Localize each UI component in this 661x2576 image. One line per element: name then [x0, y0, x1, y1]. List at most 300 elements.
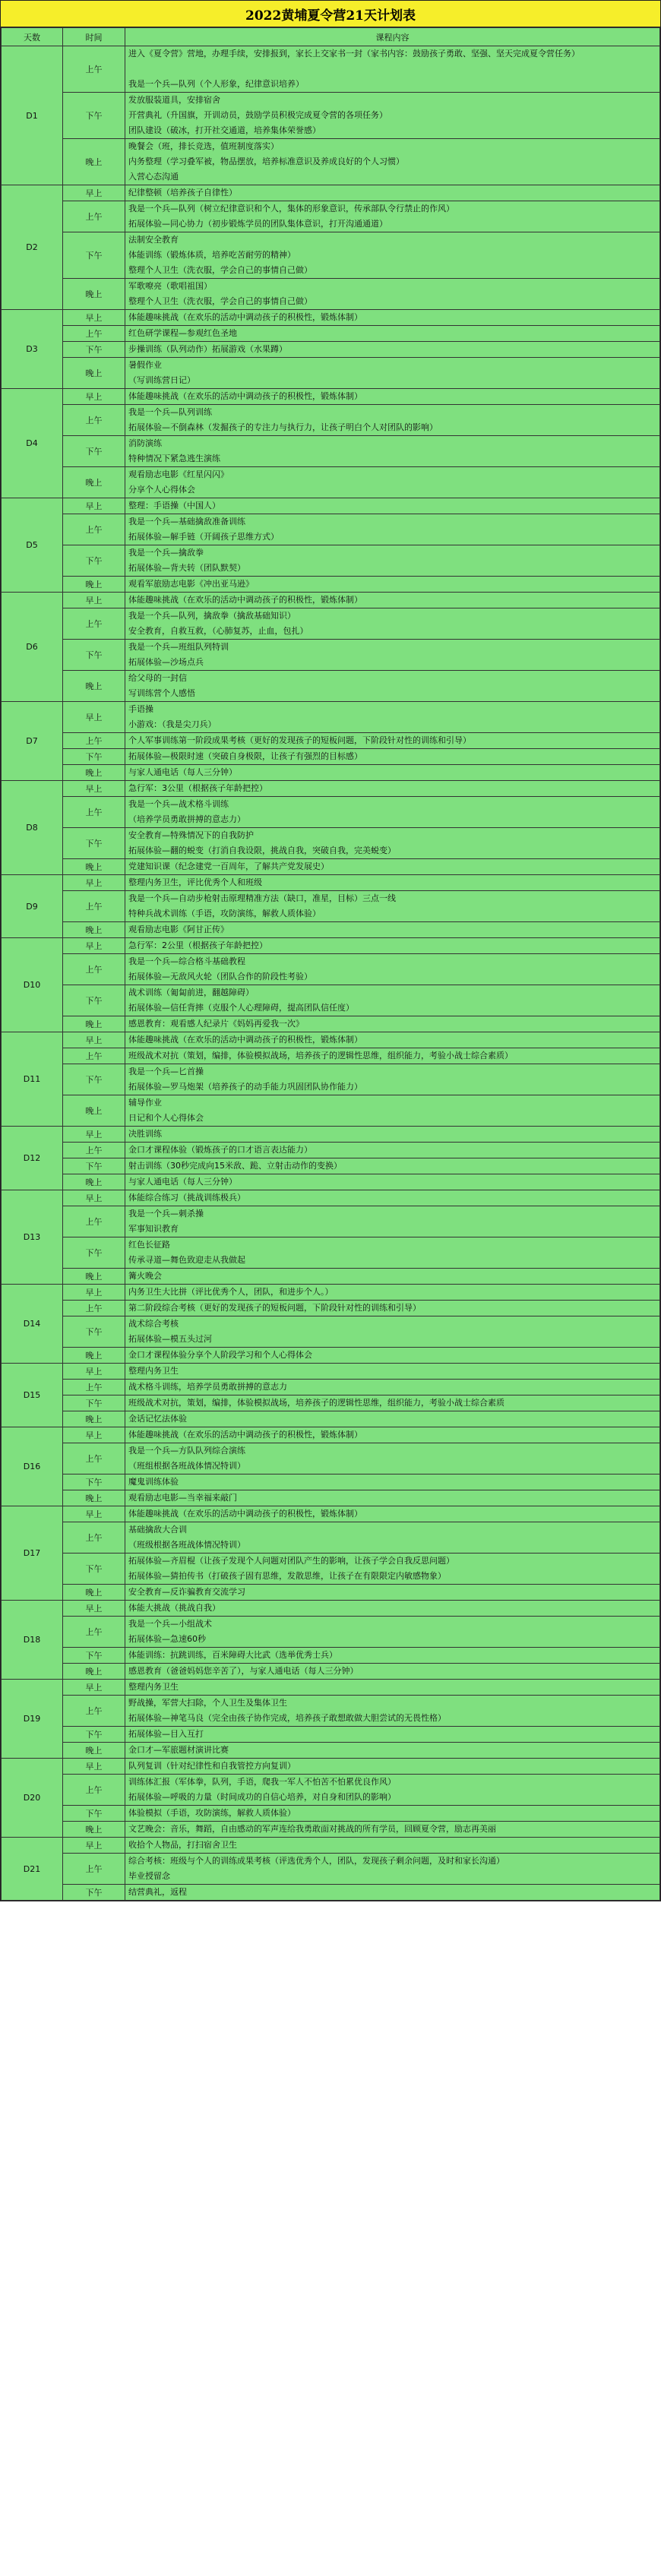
content-cell [125, 1743, 660, 1759]
content-line: 文艺晚会：音乐，舞蹈，自由感动的军声连给我勇敢面对挑战的所有学员，回顾夏令营，励志再美丽 [128, 1824, 496, 1834]
content-line: 拓展体验—沙场点兵 [128, 657, 204, 667]
content-line: 给父母的一封信 [128, 673, 187, 683]
content-line: 魔鬼训练体验 [128, 1477, 179, 1487]
table-row [2, 279, 660, 310]
table-row [2, 342, 660, 358]
content-cell [125, 514, 660, 545]
time-cell: 下午 [63, 1395, 125, 1411]
content-line: 第二阶段综合考核（更好的发现孩子的短板问题，下阶段针对性的训练和引导） [128, 1303, 421, 1313]
content-cell [125, 1506, 660, 1522]
day-cell: D18 [2, 1601, 63, 1680]
content-line: 我是一个兵—小组战术 [128, 1619, 212, 1629]
content-line: 整理个人卫生（洗衣服，学会自己的事情自己做） [128, 265, 312, 275]
time-cell: 早上 [63, 593, 125, 608]
table-row [2, 1016, 660, 1032]
table-row [2, 1474, 660, 1490]
content-line: 拓展体验—翻的蜕变（打消自我设限，挑战自我，突破自我，完美蜕变） [128, 845, 396, 855]
content-cell [125, 46, 660, 93]
time-cell: 晚上 [63, 671, 125, 702]
table-row [2, 640, 660, 671]
time-cell: 下午 [63, 1806, 125, 1822]
content-line: 决胜训练 [128, 1129, 162, 1139]
content-line: 急行军：3公里（根据孩子年龄把控） [128, 783, 267, 793]
content-line: 整理个人卫生（洗衣服，学会自己的事情自己做） [128, 296, 312, 306]
content-cell [125, 1348, 660, 1364]
table-row [2, 875, 660, 891]
time-cell: 晚上 [63, 1016, 125, 1032]
time-cell: 晚上 [63, 577, 125, 593]
time-cell: 下午 [63, 1554, 125, 1585]
time-cell: 早上 [63, 875, 125, 891]
content-cell [125, 358, 660, 389]
time-cell: 下午 [63, 1727, 125, 1743]
time-cell: 早上 [63, 702, 125, 733]
time-cell: 上午 [63, 1301, 125, 1316]
time-cell: 上午 [63, 733, 125, 749]
day-cell: D15 [2, 1364, 63, 1427]
content-line: 步操训练（队列动作）拓展游戏（水果蹲） [128, 344, 287, 354]
content-cell [125, 1427, 660, 1443]
content-cell [125, 1554, 660, 1585]
time-cell: 上午 [63, 1206, 125, 1237]
content-cell [125, 593, 660, 608]
time-cell: 下午 [63, 342, 125, 358]
table-row [2, 859, 660, 875]
content-cell [125, 1285, 660, 1301]
time-cell: 上午 [63, 891, 125, 922]
content-line: 整理内务卫生 [128, 1366, 179, 1376]
content-line: 体能趣味挑战（在欢乐的活动中调动孩子的积极性，锻炼体制） [128, 1509, 362, 1519]
content-cell [125, 922, 660, 938]
header-day: 天数 [2, 28, 63, 46]
table-row [2, 232, 660, 279]
content-line: 拓展体验—同心协力（初步锻炼学员的团队集体意识，打开沟通通道） [128, 219, 387, 229]
content-cell [125, 797, 660, 828]
table-row [2, 1743, 660, 1759]
table-row [2, 1348, 660, 1364]
content-cell [125, 749, 660, 765]
content-line: 整理内务卫生 [128, 1682, 179, 1692]
table-row [2, 1316, 660, 1348]
content-cell [125, 1301, 660, 1316]
time-cell: 晚上 [63, 139, 125, 185]
time-cell: 下午 [63, 1064, 125, 1095]
content-line: 体能趣味挑战（在欢乐的活动中调动孩子的积极性，锻炼体制） [128, 595, 362, 605]
content-cell [125, 1648, 660, 1664]
content-line: （班组根据各班战体情况特训） [128, 1461, 245, 1471]
content-line: 我是一个兵—队列（树立纪律意识和个人，集体的形象意识，传承部队令行禁止的作风） [128, 204, 454, 213]
table-row [2, 781, 660, 797]
time-cell: 早上 [63, 1601, 125, 1617]
table-row [2, 608, 660, 640]
content-cell [125, 1806, 660, 1822]
content-cell [125, 405, 660, 436]
table-row [2, 1380, 660, 1395]
content-line: 篝火晚会 [128, 1271, 162, 1281]
content-line: 野战操，军营大扫除，个人卫生及集体卫生 [128, 1698, 287, 1708]
table-row [2, 1158, 660, 1174]
content-line: 军歌嘹亮（歌唱祖国） [128, 281, 212, 291]
table-row [2, 310, 660, 326]
header-content: 课程内容 [125, 28, 660, 46]
content-line: 入营心态沟通 [128, 172, 179, 182]
content-line: 班级战术对抗，策划，编排，体验模拟战场，培养孩子的逻辑性思维，组织能力，考验小战士综合素质 [128, 1398, 504, 1408]
content-line: 拓展体验—无敌风火轮（团队合作的阶段性考验） [128, 972, 312, 981]
table-row [2, 1554, 660, 1585]
time-cell: 下午 [63, 545, 125, 577]
content-cell [125, 1775, 660, 1806]
content-line: 辅导作业 [128, 1098, 162, 1108]
content-cell [125, 1759, 660, 1775]
time-cell: 晚上 [63, 1822, 125, 1838]
table-row [2, 358, 660, 389]
content-cell [125, 1411, 660, 1427]
content-cell [125, 577, 660, 593]
content-line [128, 62, 656, 77]
content-cell [125, 389, 660, 405]
content-line: 拓展体验—急速60秒 [128, 1634, 206, 1644]
table-row [2, 797, 660, 828]
content-line: 红色研学课程—参观红色圣地 [128, 328, 237, 338]
content-cell [125, 1490, 660, 1506]
content-cell [125, 232, 660, 279]
content-cell [125, 1316, 660, 1348]
time-cell: 下午 [63, 1237, 125, 1269]
content-line: 战术综合考核 [128, 1319, 179, 1329]
content-line: 拓展体验—不倒森林（发掘孩子的专注力与执行力，让孩子明白个人对团队的影响） [128, 422, 438, 432]
table-row [2, 1696, 660, 1727]
content-line: 拓展体验—齐眉棍（让孩子发现个人问题对团队产生的影响，让孩子学会自我反思问题） [128, 1556, 454, 1566]
table-row [2, 1174, 660, 1190]
content-line: 与家人通电话（每人三分钟） [128, 767, 237, 777]
time-cell: 早上 [63, 185, 125, 201]
content-cell [125, 1364, 660, 1380]
day-cell: D12 [2, 1127, 63, 1190]
table-row [2, 1269, 660, 1285]
content-line: 写训练营个人感悟 [128, 688, 195, 698]
time-cell: 上午 [63, 1380, 125, 1395]
time-cell: 上午 [63, 405, 125, 436]
content-line: 体能训练：抗跳训练，百米障碍大比武（选举优秀士兵） [128, 1650, 337, 1660]
content-cell [125, 1696, 660, 1727]
content-line: 日记和个人心得体会 [128, 1113, 204, 1123]
content-cell [125, 765, 660, 781]
day-cell: D2 [2, 185, 63, 310]
content-line: 体能训练（锻炼体质，培养吃苦耐劳的精神） [128, 250, 296, 260]
time-cell: 上午 [63, 1696, 125, 1727]
content-line: 体能趣味挑战（在欢乐的活动中调动孩子的积极性，锻炼体制） [128, 1035, 362, 1045]
day-cell: D7 [2, 702, 63, 781]
schedule-body [2, 46, 660, 1901]
time-cell: 晚上 [63, 1269, 125, 1285]
day-cell: D6 [2, 593, 63, 702]
content-line: 我是一个兵—自动步枪射击原理精准方法（缺口，准星，目标）三点一线 [128, 893, 396, 903]
time-cell: 早上 [63, 938, 125, 954]
time-cell: 早上 [63, 781, 125, 797]
table-row [2, 1585, 660, 1601]
content-line: 特种情况下紧急逃生演练 [128, 454, 220, 463]
content-line: 拓展体验—极限时速（突破自身极限，让孩子有强烈的目标感） [128, 751, 362, 761]
day-cell: D11 [2, 1032, 63, 1127]
content-cell [125, 1617, 660, 1648]
content-line: 观看军旅励志电影《冲出亚马逊》 [128, 579, 254, 589]
content-cell [125, 201, 660, 232]
content-cell [125, 326, 660, 342]
table-row [2, 733, 660, 749]
content-line: 法制安全教育 [128, 235, 179, 245]
content-cell [125, 1854, 660, 1885]
time-cell: 下午 [63, 1648, 125, 1664]
content-line: 与家人通电话（每人三分钟） [128, 1177, 237, 1187]
day-cell: D16 [2, 1427, 63, 1506]
content-cell [125, 608, 660, 640]
table-row [2, 1285, 660, 1301]
content-line: 射击训练（30秒完成向15米敌、跪、立射击动作的变换） [128, 1161, 342, 1171]
table-row [2, 1395, 660, 1411]
time-cell: 晚上 [63, 1585, 125, 1601]
content-cell [125, 1190, 660, 1206]
content-line: 班级战术对抗（策划，编排，体验模拟战场，培养孩子的逻辑性思维，组织能力，考验小战士综合素质） [128, 1051, 513, 1060]
content-line: 整理内务卫生，评比优秀个人和班级 [128, 877, 262, 887]
table-row [2, 985, 660, 1016]
content-line: 结营典礼，返程 [128, 1887, 187, 1897]
content-cell [125, 1522, 660, 1554]
day-cell: D14 [2, 1285, 63, 1364]
content-line: 拓展体验—罗马炮架（培养孩子的动手能力巩固团队协作能力） [128, 1082, 362, 1092]
time-cell: 晚上 [63, 765, 125, 781]
day-cell: D10 [2, 938, 63, 1032]
time-cell: 上午 [63, 201, 125, 232]
content-cell [125, 891, 660, 922]
table-row [2, 1885, 660, 1901]
time-cell: 晚上 [63, 1490, 125, 1506]
content-line: 拓展体验—神笔马良（完全由孩子协作完成，培养孩子敢想敢做大胆尝试的无畏性格） [128, 1713, 446, 1723]
content-line: 我是一个兵—班组队列特训 [128, 642, 229, 652]
content-line: 拓展体验—猜拍传书（打破孩子固有思维，发散思维，让孩子在有限限定内敏感物象） [128, 1571, 446, 1581]
content-line: 我是一个兵—基础擒敌准备训练 [128, 517, 245, 526]
table-row [2, 1206, 660, 1237]
time-cell: 上午 [63, 1048, 125, 1064]
table-row [2, 514, 660, 545]
content-cell [125, 1158, 660, 1174]
content-line: 团队建设（破冰，打开社交通道，培养集体荣誉感） [128, 125, 321, 135]
time-cell: 早上 [63, 1759, 125, 1775]
content-cell [125, 1016, 660, 1032]
table-row [2, 765, 660, 781]
content-cell [125, 279, 660, 310]
content-line: （写训练营日记） [128, 375, 195, 385]
content-line: 金口才课程体验（锻炼孩子的口才语言表达能力） [128, 1145, 312, 1155]
content-cell [125, 139, 660, 185]
time-cell: 晚上 [63, 467, 125, 498]
content-line: 我是一个兵—刺杀操 [128, 1209, 204, 1218]
content-line: 分享个人心得体会 [128, 485, 195, 495]
table-row [2, 1064, 660, 1095]
content-line: 收拾个人物品，打扫宿舍卫生 [128, 1840, 237, 1850]
table-row [2, 405, 660, 436]
day-cell: D21 [2, 1838, 63, 1901]
table-row [2, 593, 660, 608]
time-cell: 早上 [63, 1190, 125, 1206]
table-row [2, 1759, 660, 1775]
time-cell: 早上 [63, 498, 125, 514]
table-row [2, 954, 660, 985]
content-line: 内务整理（学习叠军被，物品摆放，培养标准意识及养成良好的个人习惯） [128, 156, 404, 166]
content-line: 队列复训（针对纪律性和自我管控方向复训） [128, 1761, 296, 1771]
content-line: （班级根据各班战体情况特训） [128, 1540, 245, 1550]
day-cell: D5 [2, 498, 63, 593]
content-cell [125, 828, 660, 859]
time-cell: 上午 [63, 954, 125, 985]
table-row [2, 1664, 660, 1680]
content-line: 我是一个兵—战术格斗训练 [128, 799, 229, 809]
table-row [2, 185, 660, 201]
content-line: 金口才—军旅题材演讲比赛 [128, 1745, 229, 1755]
time-cell: 晚上 [63, 1348, 125, 1364]
table-row [2, 702, 660, 733]
time-cell: 下午 [63, 1885, 125, 1901]
content-cell [125, 640, 660, 671]
table-header [2, 28, 660, 46]
content-line: 安全教育，自救互救，（心肺复苏，止血，包扎） [128, 626, 308, 636]
time-cell: 早上 [63, 1838, 125, 1854]
content-line: 观看励志电影—当幸福来敲门 [128, 1493, 237, 1503]
content-line: 晚餐会（班，排长竞选，值班制度落实） [128, 141, 279, 151]
table-row [2, 891, 660, 922]
content-line: 体验模拟（手语，攻防演练，解救人质体验） [128, 1808, 296, 1818]
content-cell [125, 1064, 660, 1095]
content-cell [125, 1601, 660, 1617]
content-line: 拓展体验—目入互打 [128, 1729, 204, 1739]
table-row [2, 577, 660, 593]
content-line: 观看励志电影《阿甘正传》 [128, 925, 229, 934]
content-cell [125, 781, 660, 797]
time-cell: 下午 [63, 640, 125, 671]
day-cell: D8 [2, 781, 63, 875]
content-line: 感恩教育（爸爸妈妈您辛苦了），与家人通电话（每人三分钟） [128, 1666, 359, 1676]
schedule-table [1, 27, 660, 1901]
time-cell: 下午 [63, 1474, 125, 1490]
content-line: 金口才课程体验分享个人阶段学习和个人心得体会 [128, 1350, 312, 1360]
table-row [2, 1427, 660, 1443]
content-cell [125, 1174, 660, 1190]
time-cell: 上午 [63, 1143, 125, 1158]
table-row [2, 1806, 660, 1822]
content-line: 我是一个兵—匕首操 [128, 1067, 204, 1076]
table-row [2, 1143, 660, 1158]
content-line: 我是一个兵—队列（个人形象，纪律意识培养） [128, 79, 304, 89]
day-cell: D20 [2, 1759, 63, 1838]
content-line: 党建知识课（纪念建党一百周年，了解共产党发展史） [128, 861, 329, 871]
content-line: 急行军：2公里（根据孩子年龄把控） [128, 940, 267, 950]
table-row [2, 1854, 660, 1885]
content-line: 战术格斗训练，培养学员勇敢拼搏的意志力 [128, 1382, 287, 1392]
content-line: 纪律整顿（培养孩子自律性） [128, 188, 237, 198]
content-cell [125, 1237, 660, 1269]
content-line: 感恩教育：观看感人纪录片《妈妈再爱我一次》 [128, 1019, 304, 1029]
content-cell [125, 1395, 660, 1411]
table-row [2, 545, 660, 577]
table-row [2, 1490, 660, 1506]
content-line: 毕业授留念 [128, 1871, 170, 1881]
content-cell [125, 498, 660, 514]
content-line: 拓展体验—背夫转（团队默契） [128, 563, 245, 573]
content-cell [125, 185, 660, 201]
table-row [2, 1301, 660, 1316]
content-line: 体能大挑战（挑战自我） [128, 1603, 220, 1613]
time-cell: 晚上 [63, 1095, 125, 1127]
content-line: 我是一个兵—队列，擒敌拳（擒敌基础知识） [128, 611, 296, 621]
schedule-title: 2022黄埔夏令营21天计划表 [1, 1, 660, 27]
table-row [2, 1095, 660, 1127]
table-row [2, 93, 660, 139]
content-line: 观看励志电影《红星闪闪》 [128, 469, 229, 479]
time-cell: 早上 [63, 1032, 125, 1048]
table-row [2, 46, 660, 93]
content-line: 体能趣味挑战（在欢乐的活动中调动孩子的积极性，锻炼体制） [128, 312, 362, 322]
time-cell: 下午 [63, 1158, 125, 1174]
time-cell: 上午 [63, 326, 125, 342]
table-row [2, 1032, 660, 1048]
time-cell: 下午 [63, 828, 125, 859]
time-cell: 下午 [63, 749, 125, 765]
content-cell [125, 1380, 660, 1395]
content-line: 训练体汇报（军体拳，队列，手语，爬我一军人不怕苦不怕累优良作风） [128, 1777, 396, 1787]
content-line: 消防演练 [128, 438, 162, 448]
content-line: 体能综合练习（挑战训练极兵） [128, 1193, 245, 1203]
time-cell: 早上 [63, 389, 125, 405]
table-row [2, 828, 660, 859]
content-line: 拓展体验—模五头过河 [128, 1334, 212, 1344]
time-cell: 早上 [63, 1285, 125, 1301]
content-line: 内务卫生大比拼（评比优秀个人，团队，和进步个人。） [128, 1287, 334, 1297]
table-row [2, 498, 660, 514]
time-cell: 上午 [63, 1522, 125, 1554]
content-cell [125, 1048, 660, 1064]
time-cell: 上午 [63, 608, 125, 640]
time-cell: 早上 [63, 1127, 125, 1143]
table-row [2, 922, 660, 938]
content-line: 手语操 [128, 704, 153, 714]
table-row [2, 1190, 660, 1206]
time-cell: 上午 [63, 797, 125, 828]
content-cell [125, 1443, 660, 1474]
content-line: 安全教育—特殊情况下的自我防护 [128, 830, 254, 840]
content-cell [125, 310, 660, 326]
table-row [2, 1364, 660, 1380]
time-cell: 晚上 [63, 1664, 125, 1680]
content-cell [125, 671, 660, 702]
time-cell: 下午 [63, 232, 125, 279]
content-cell [125, 875, 660, 891]
content-line: 发放服装道具，安排宿舍 [128, 95, 220, 105]
time-cell: 早上 [63, 1364, 125, 1380]
table-row [2, 1775, 660, 1806]
content-cell [125, 436, 660, 467]
content-cell [125, 467, 660, 498]
time-cell: 上午 [63, 514, 125, 545]
content-line: 特种兵战术训练（手语，攻防演练，解救人质体验） [128, 909, 321, 918]
time-cell: 上午 [63, 1443, 125, 1474]
content-line: 安全教育—反诈骗教育交流学习 [128, 1587, 245, 1597]
table-row [2, 1443, 660, 1474]
content-line: 我是一个兵—队列训练 [128, 407, 212, 417]
table-row [2, 1411, 660, 1427]
table-row [2, 139, 660, 185]
header-time: 时间 [63, 28, 125, 46]
day-cell: D1 [2, 46, 63, 185]
table-row [2, 326, 660, 342]
